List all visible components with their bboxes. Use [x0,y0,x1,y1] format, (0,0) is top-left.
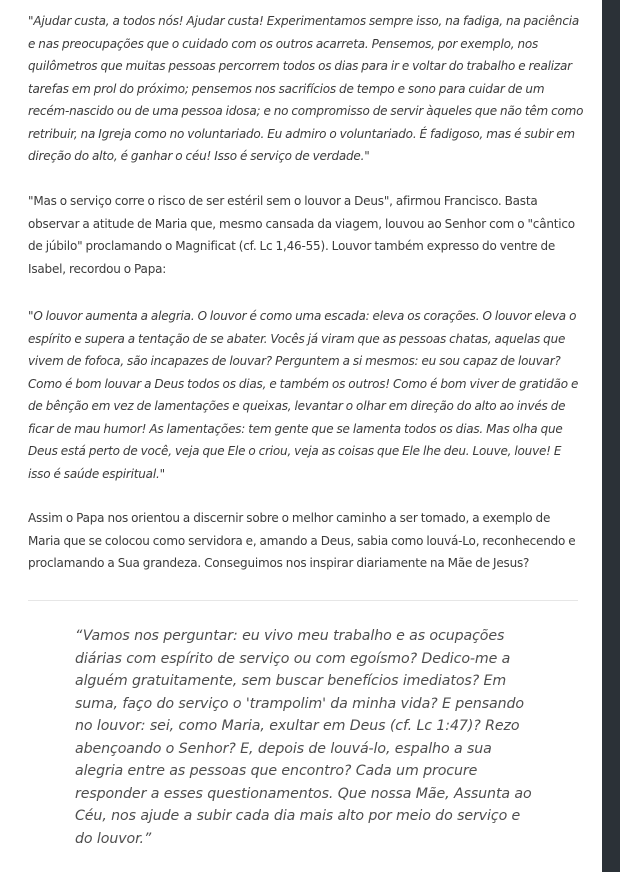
narrative-paragraph-conclusion: Assim o Papa nos orientou a discernir sobre o melhor caminho a ser tomado, a exemplo de Maria que se colocou como servidora e, amando a Deus, sabia como louvá-Lo, reconhecendo e proclamando a Sua grandeza. Conseguimos nos inspirar diariamente na Mãe de Jesus? [28,511,576,570]
narrative-paragraph-praise: "Mas o serviço corre o risco de ser estéril sem o louvor a Deus", afirmou Francisco. Basta observar a atitude de Maria que, mesmo cansada da viagem, louvou ao Senhor com o "cântico de júbilo" proclamando o Magnificat (cf. Lc 1,46-55). Louvor também expresso do ventre de Isabel, recordou o Papa: [28,194,575,276]
right-sidebar-edge [602,0,620,872]
pull-quote: “Vamos nos perguntar: eu vivo meu trabalho e as ocupações diárias com espírito de serviço ou com egoísmo? Dedico-me a alguém gratuitamente, sem buscar benefícios imediatos? Em suma, faço do serviço o 'trampolim' da minha vida? E pensando no louvor: sei, como Maria, exultar em Deus (cf. Lc 1:47)? Rezo abençoando o Senhor? E, depois de louvá-lo, espalho a sua alegria entre as pessoas que encontro? Cada um procure responder a esses questionamentos. Que nossa Mãe, Assunta ao Céu, nos ajude a subir cada dia mais alto por meio do serviço e do louvor.” [75,628,532,847]
quote-paragraph-service: "Ajudar custa, a todos nós! Ajudar custa! Experimentamos sempre isso, na fadiga, na paciência e nas preocupações que o cuidado com os outros acarreta. Pensemos, por exemplo, nos quilômetros que muitas pessoas percorrem todos os dias para ir e voltar do trabalho e realizar tarefas em prol do próximo; pensemos nos sacrifícios de tempo e sono para cuidar de um recém-nascido ou de uma pessoa idosa; e no compromisso de servir àqueles que não têm como retribuir, na Igreja como no voluntariado. Eu admiro o voluntariado. É fadigoso, mas é subir em direção do alto, é ganhar o céu! Isso é serviço de verdade." [28,14,584,163]
section-divider [28,600,578,601]
quote-paragraph-praise: "O louvor aumenta a alegria. O louvor é como uma escada: eleva os corações. O louvor eleva o espírito e supera a tentação de se abater. Vocês já viram que as pessoas chatas, aquelas que vivem de fofoca, são incapazes de louvar? Perguntem a si mesmos: eu sou capaz de louvar? Como é bom louvar a Deus todos os dias, e também os outros! Como é bom viver de gratidão e de bênção em vez de lamentações e queixas, levantar o olhar em direção do alto ao invés de ficar de mau humor! As lamentações: tem gente que se lamenta todos os dias. Mas olha que Deus está perto de você, veja que Ele o criou, veja as coisas que Ele lhe deu. Louve, louve! E isso é saúde espiritual." [28,309,579,481]
